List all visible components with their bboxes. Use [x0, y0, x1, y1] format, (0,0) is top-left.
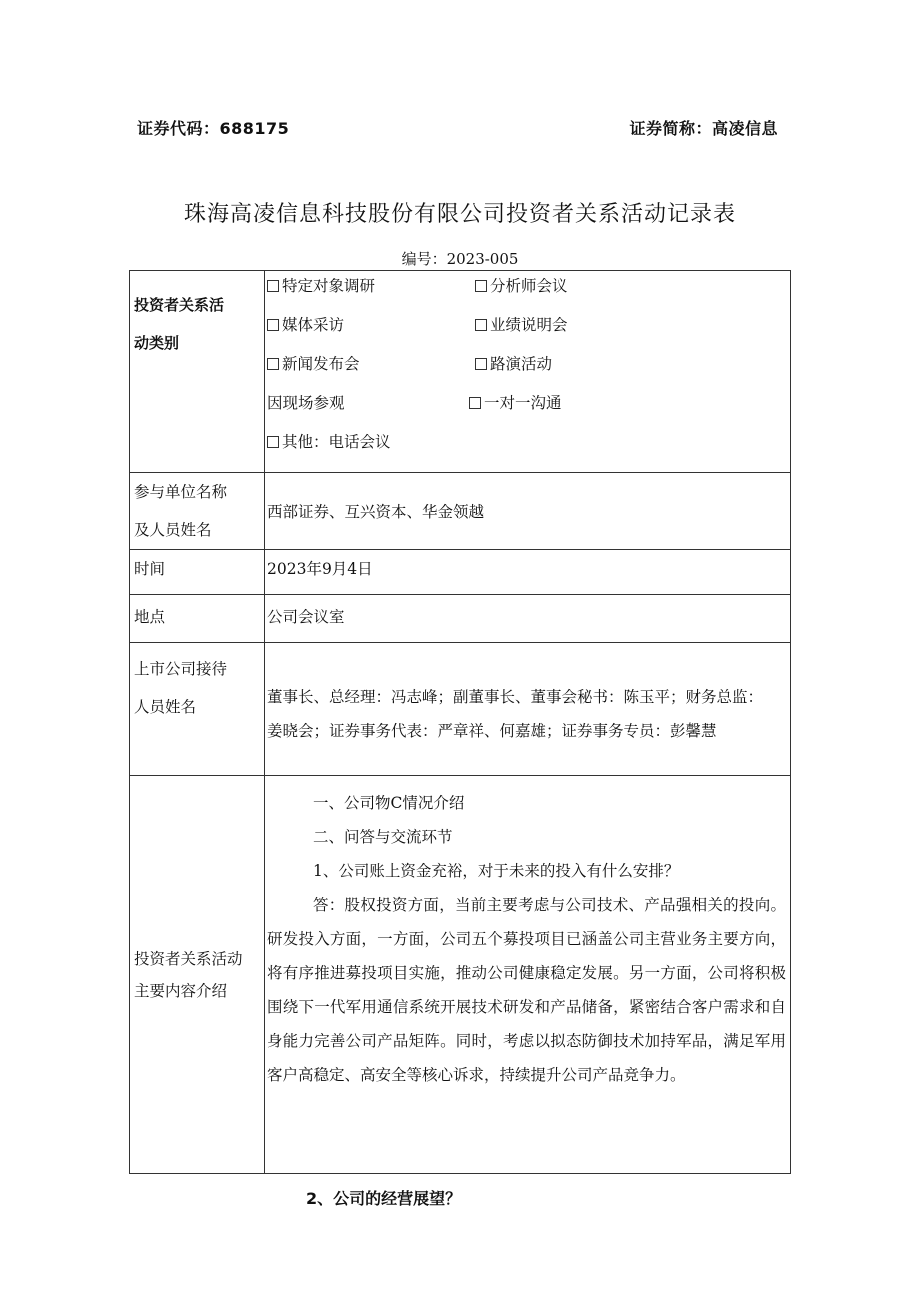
checkbox-icon [267, 319, 279, 331]
row-reception [130, 643, 791, 776]
reception-value: 董事长、总经理：冯志峰；副董事长、董事会秘书：陈玉平；财务总监： 姜晓会；证券事务代表：严章祥、何嘉雄；证券事务专员：彭馨慧 [265, 643, 791, 776]
row-activity-type [130, 271, 791, 473]
content-body [265, 776, 791, 1174]
row-time [130, 550, 791, 595]
security-abbreviation: 证券简称：高凌信息 [629, 119, 778, 138]
section-company-intro: 一、公司物C情况介绍 [313, 794, 465, 812]
option-one-on-one[interactable]: 一对一沟通 [475, 388, 775, 427]
option-analyst-meeting[interactable]: 分析师会议 [475, 271, 775, 310]
activity-type-options [265, 271, 791, 473]
question-1: 1、公司账上资金充裕，对于未来的投入有什么安排？ [313, 862, 680, 880]
option-press-conference[interactable]: 新闻发布会 [267, 349, 475, 388]
option-site-visit[interactable]: 因现场参观 [267, 394, 345, 412]
record-table [129, 270, 791, 1174]
answer-1: 答：股权投资方面，当前主要考虑与公司技术、产品强相关的投向。研发投入方面，一方面，公司五个募投项目已涵盖公司主营业务主要方向，将有序推进募投项目实施，推动公司健康稳定发展。另一方面，公司将积极围绕下一代军用通信系统开展技术研发和产品储备，紧密结合客户需求和自身能力完善公司产品矩阵。同时，考虑以拟态防御技术加持军品，满足军用客户高稳定、高安全等核心诉求，持续提升公司产品竞争力。 [267, 896, 786, 1084]
checkbox-icon [267, 358, 279, 370]
time-value: 2023年9月4日 [265, 550, 791, 595]
checkbox-icon [475, 280, 487, 292]
checkbox-icon [475, 319, 487, 331]
checkbox-icon [469, 397, 481, 409]
option-earnings-call[interactable]: 业绩说明会 [475, 310, 775, 349]
checkbox-icon [267, 436, 279, 448]
participants-value: 西部证券、互兴资本、华金领越 [265, 473, 791, 550]
question-2: 2、公司的经营展望？ [306, 1189, 462, 1208]
document-title: 珠海高凌信息科技股份有限公司投资者关系活动记录表 [183, 202, 736, 227]
location-value: 公司会议室 [265, 595, 791, 643]
option-roadshow[interactable]: 路演活动 [475, 349, 775, 388]
security-code: 证券代码：688175 [137, 119, 290, 138]
option-media-interview[interactable]: 媒体采访 [267, 310, 475, 349]
location-label: 地点 [130, 595, 265, 643]
checkbox-icon [475, 358, 487, 370]
row-content [130, 776, 791, 1174]
time-label: 时间 [130, 550, 265, 595]
option-other[interactable]: 其他：电话会议 [267, 427, 475, 466]
row-location [130, 595, 791, 643]
content-label: 投资者关系活动 主要内容介绍 [130, 776, 265, 1174]
document-serial: 编号：2023-005 [401, 250, 519, 268]
checkbox-icon [267, 280, 279, 292]
row-participants [130, 473, 791, 550]
participants-label: 参与单位名称 及人员姓名 [130, 473, 265, 550]
reception-label: 上市公司接待 人员姓名 [130, 643, 265, 776]
option-specific-research[interactable]: 特定对象调研 [267, 271, 475, 310]
activity-type-label: 投资者关系活 动类别 [130, 271, 265, 473]
section-qa: 二、问答与交流环节 [313, 828, 453, 846]
